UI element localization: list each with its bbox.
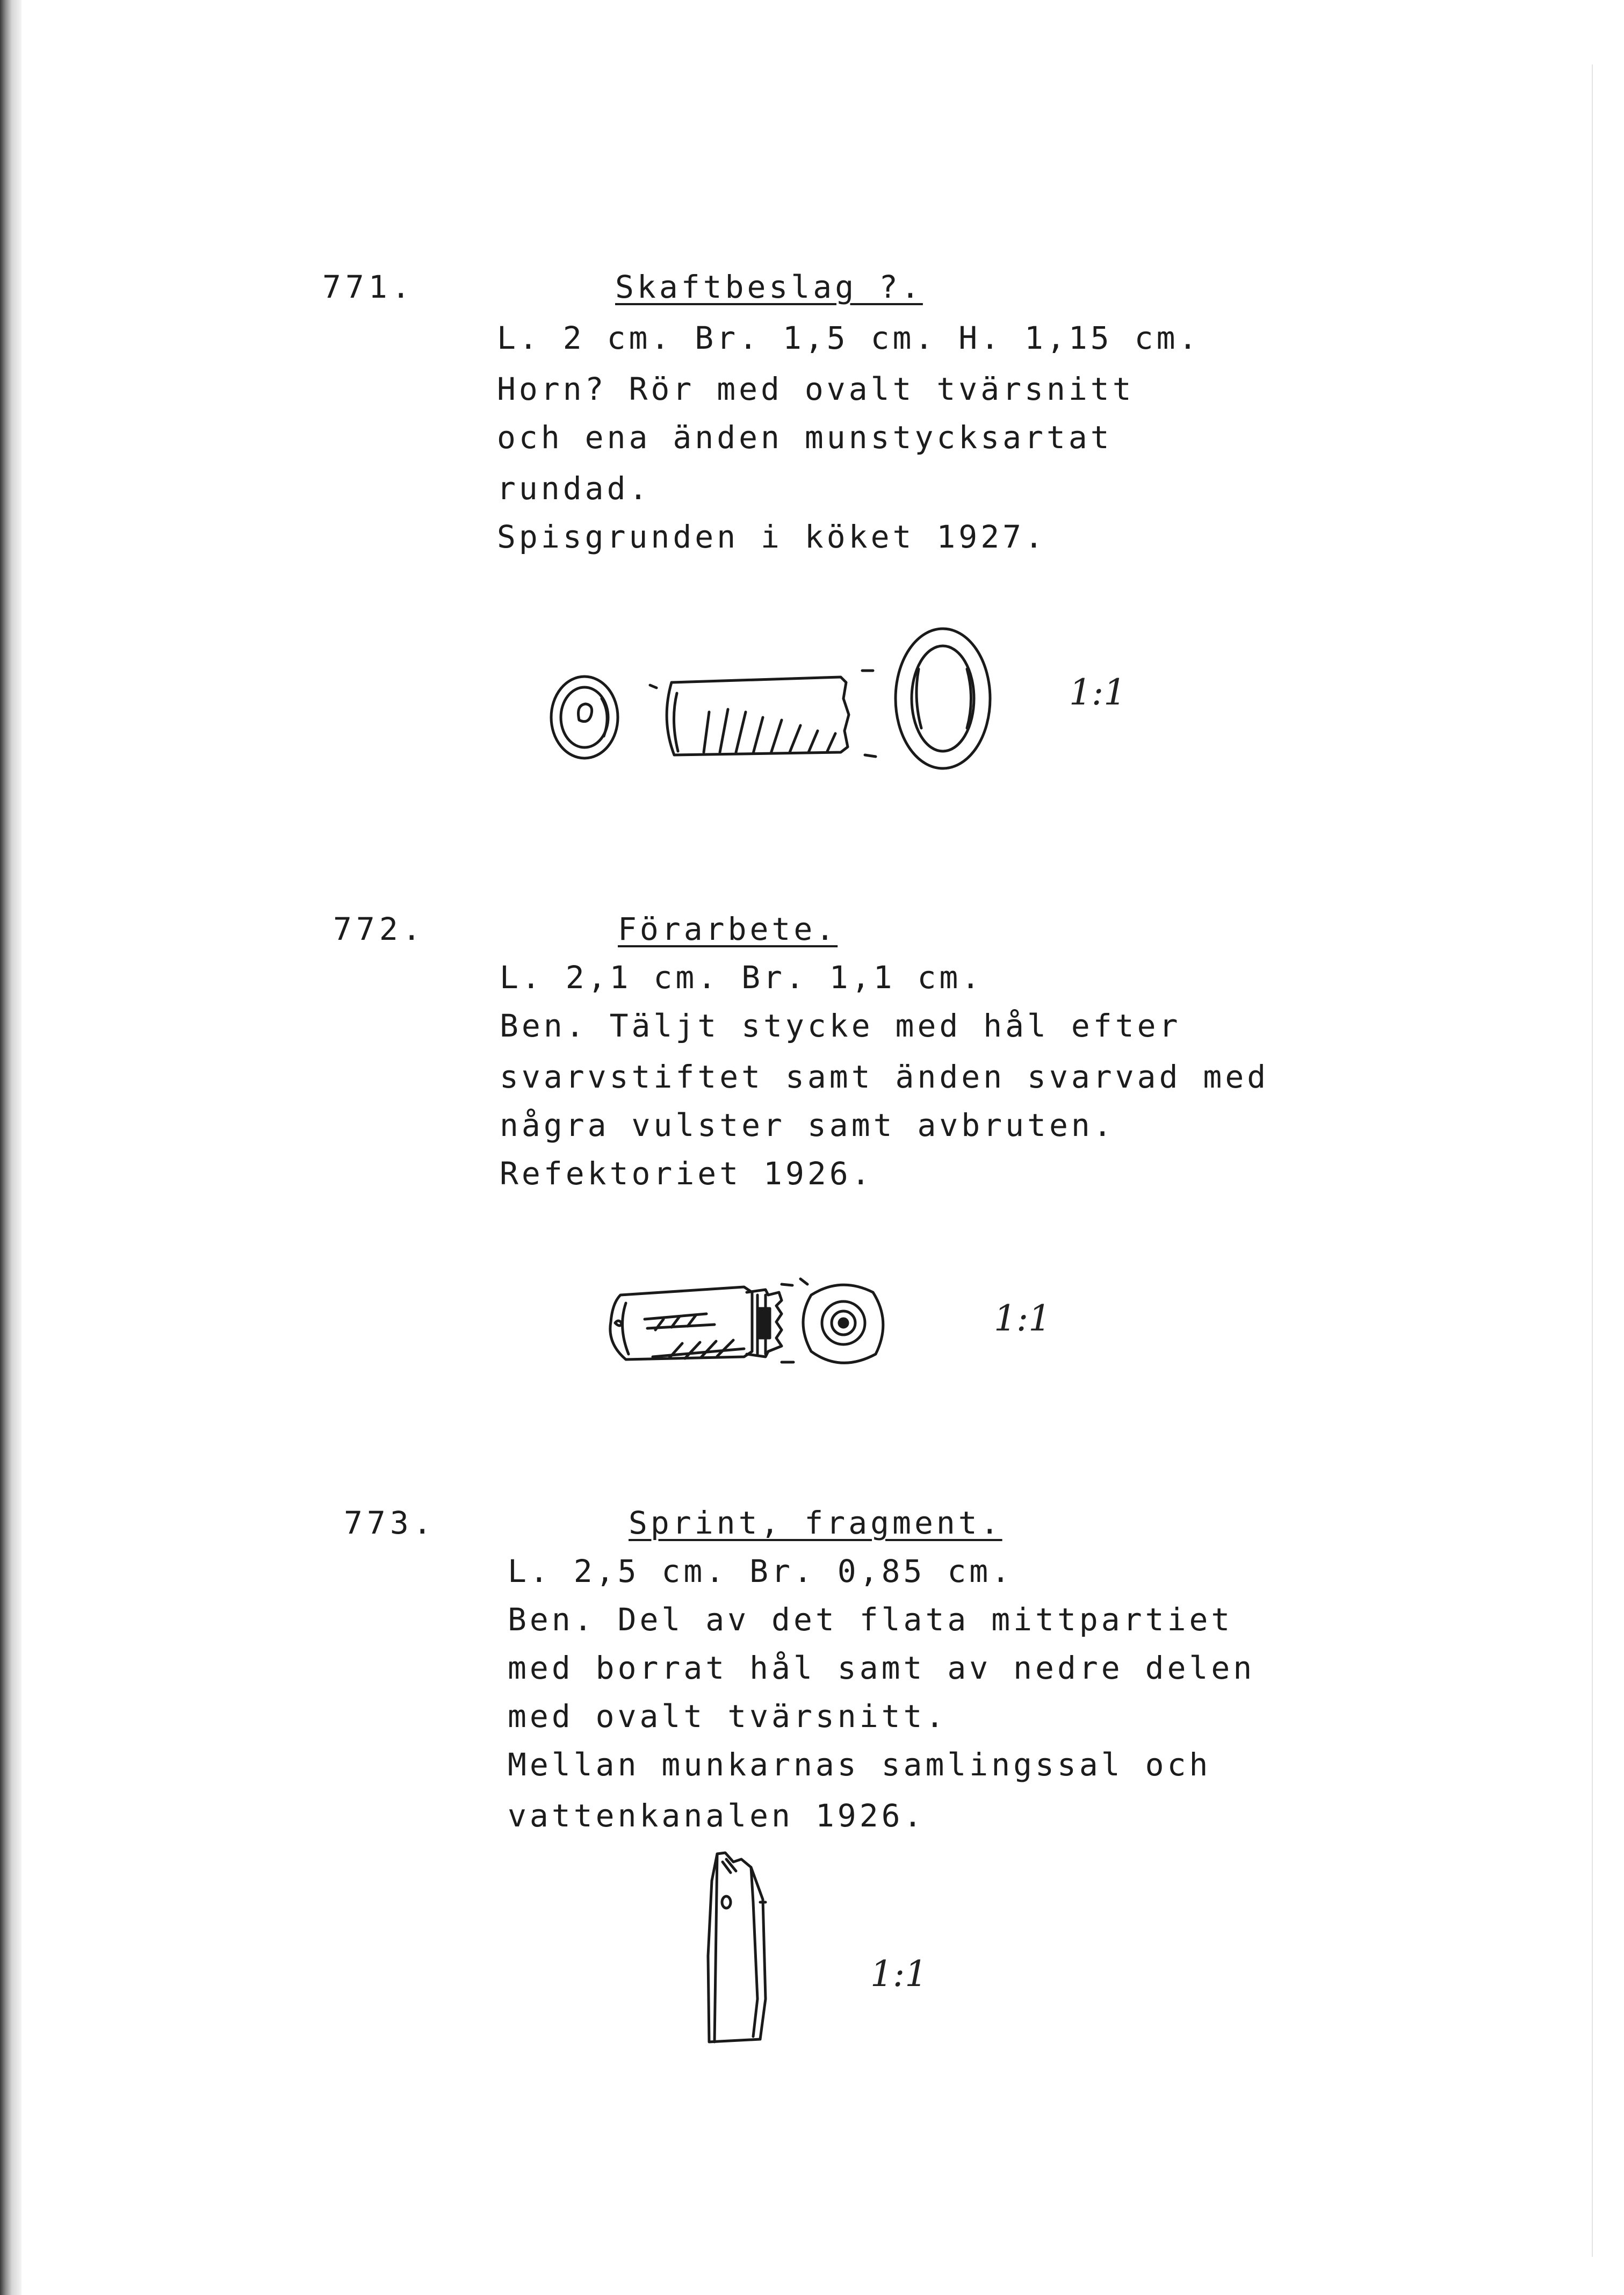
- object-sketch-773: [693, 1848, 790, 2053]
- entry-number: 773.: [344, 1505, 436, 1541]
- binding-edge: [0, 0, 21, 2295]
- scale-label: 1:1: [994, 1298, 1051, 1339]
- entry-line: L. 2 cm. Br. 1,5 cm. H. 1,15 cm.: [497, 320, 1201, 356]
- entry-line: Refektoriet 1926.: [500, 1155, 874, 1192]
- entry-line: L. 2,5 cm. Br. 0,85 cm.: [508, 1553, 1014, 1589]
- entry-line: Ben. Täljt stycke med hål efter: [500, 1008, 1181, 1044]
- entry-line: och ena änden munstycksartat: [497, 419, 1113, 456]
- entry-line: L. 2,1 cm. Br. 1,1 cm.: [500, 959, 984, 996]
- entry-line: Spisgrunden i köket 1927.: [497, 519, 1046, 555]
- object-sketch-772: [604, 1263, 927, 1381]
- entry-number: 772.: [333, 911, 425, 947]
- object-sketch-771: [543, 618, 1015, 774]
- page-edge-line: [1592, 64, 1593, 2257]
- entry-line: Mellan munkarnas samlingssal och: [508, 1746, 1211, 1783]
- entry-number: 771.: [322, 269, 415, 305]
- entry-line: med ovalt tvärsnitt.: [508, 1698, 948, 1735]
- entry-line: vattenkanalen 1926.: [508, 1797, 926, 1834]
- entry-line: svarvstiftet samt änden svarvad med: [500, 1059, 1269, 1095]
- entry-title: Förarbete.: [618, 911, 838, 947]
- entry-line: Horn? Rör med ovalt tvärsnitt: [497, 371, 1135, 407]
- scale-label: 1:1: [870, 1953, 928, 1995]
- entry-title: Skaftbeslag ?.: [615, 269, 923, 305]
- entry-line: några vulster samt avbruten.: [500, 1107, 1115, 1143]
- scale-label: 1:1: [1069, 672, 1127, 713]
- entry-line: Ben. Del av det flata mittpartiet: [508, 1601, 1233, 1638]
- entry-line: med borrat hål samt av nedre delen: [508, 1650, 1255, 1686]
- entry-title: Sprint, fragment.: [629, 1505, 1002, 1541]
- entry-line: rundad.: [497, 470, 651, 507]
